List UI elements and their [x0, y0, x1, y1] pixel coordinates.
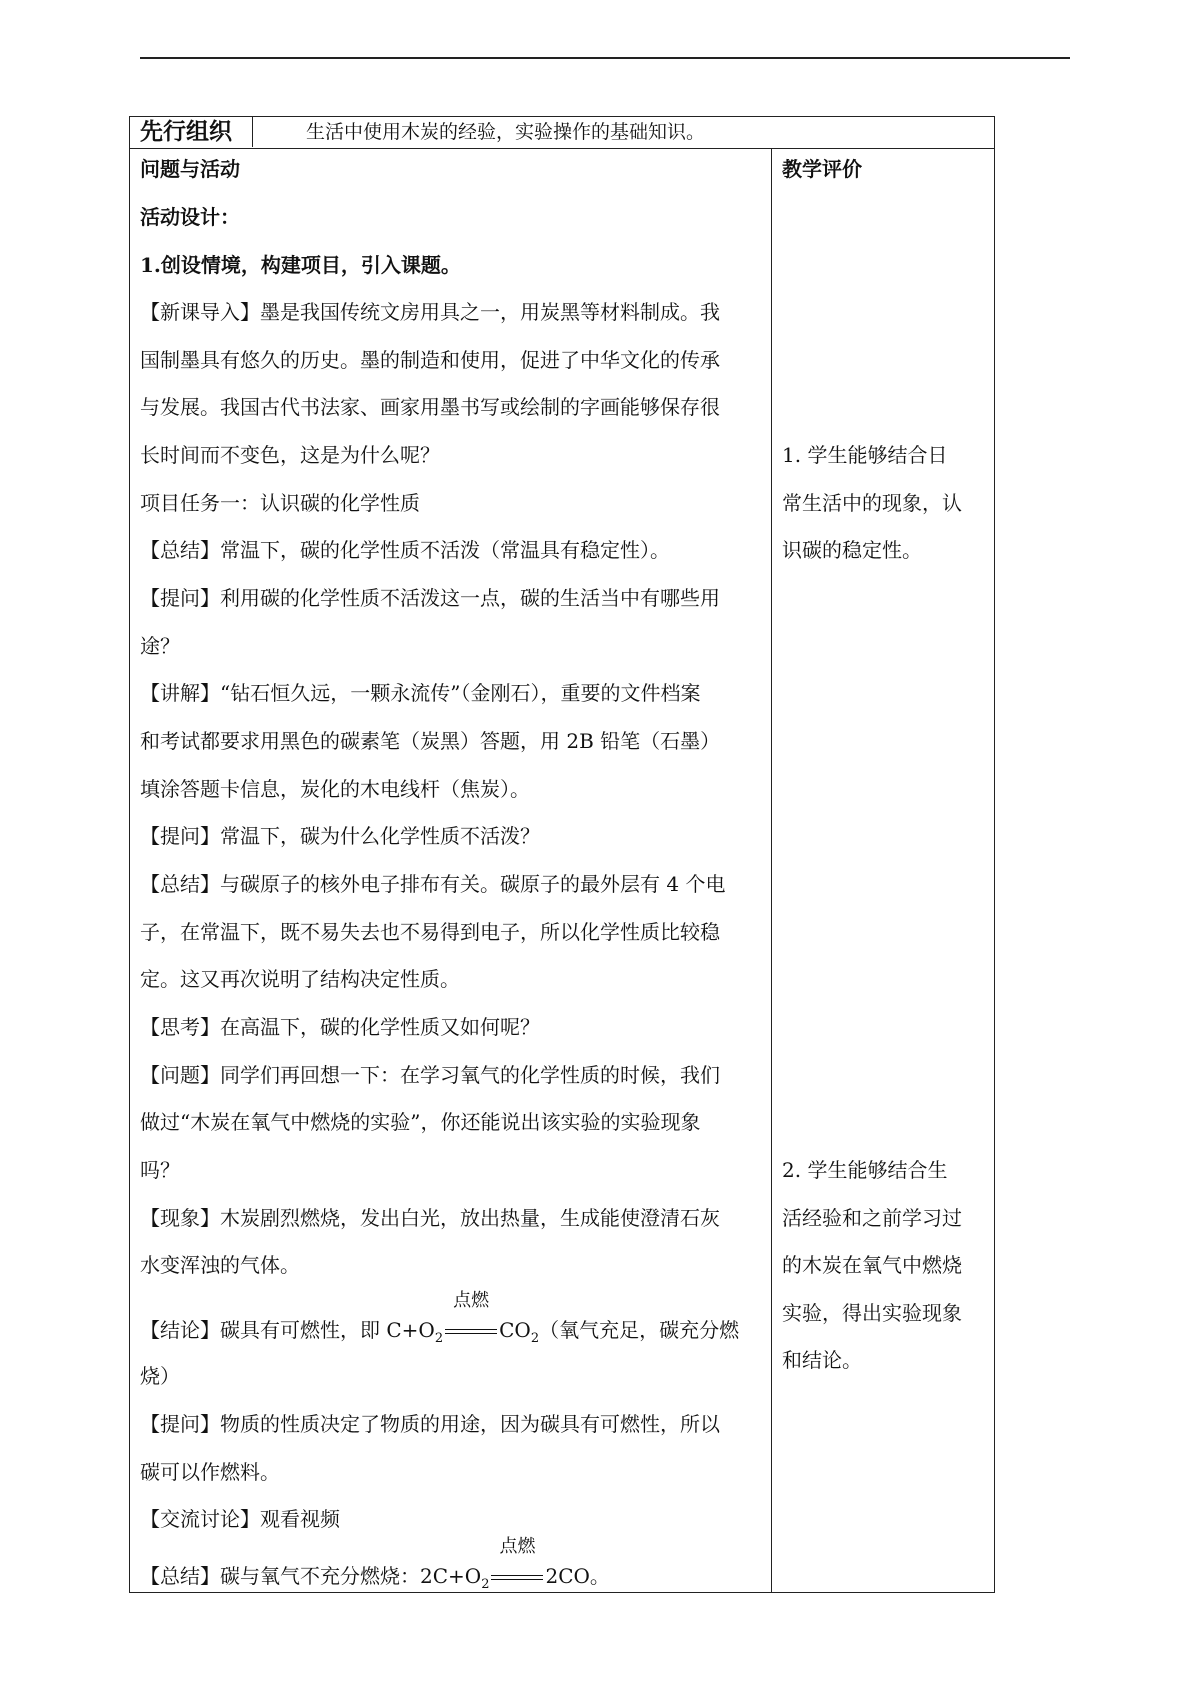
text-line: 烧）: [140, 1364, 180, 1388]
text-line: 水变浑浊的气体。: [140, 1253, 300, 1277]
advance-organizer-label: 先行组织: [130, 117, 253, 147]
reaction-condition: 点燃: [453, 1290, 490, 1311]
text-line: 【总结】与碳原子的核外电子排布有关。碳原子的最外层有 4 个电: [140, 872, 726, 896]
conclusion-suffix: （氧气充足，碳充分燃: [539, 1318, 740, 1342]
evaluation-line: 的木炭在氧气中燃烧: [782, 1253, 962, 1277]
text-line: 项目任务一：认识碳的化学性质: [140, 491, 420, 515]
text-line: 做过“木炭在氧气中燃烧的实验”，你还能说出该实验的实验现象: [140, 1110, 701, 1134]
evaluation-line: 识碳的稳定性。: [782, 538, 922, 562]
equals-sign: [445, 1329, 497, 1334]
advance-organizer-row: [130, 117, 994, 149]
equals-sign: [491, 1575, 543, 1580]
conclusion-product: CO: [499, 1318, 531, 1342]
evaluation-line: 活经验和之前学习过: [782, 1206, 962, 1230]
summary-equation-line: [140, 1536, 610, 1600]
reaction-arrow: [443, 1290, 499, 1345]
reaction-condition: 点燃: [499, 1536, 536, 1557]
o2-subscript: 2: [481, 1577, 490, 1592]
text-line: 【总结】常温下，碳的化学性质不活泼（常温具有稳定性）。: [140, 538, 670, 562]
text-line: 碳可以作燃料。: [140, 1460, 280, 1484]
evaluation-line: 和结论。: [782, 1348, 862, 1372]
text-line: 【讲解】“钻石恒久远，一颗永流传”（金刚石），重要的文件档案: [140, 681, 701, 705]
text-line: 【提问】物质的性质决定了物质的用途，因为碳具有可燃性，所以: [140, 1412, 720, 1436]
evaluation-line: 1. 学生能够结合日: [782, 443, 948, 467]
evaluation-line: 实验，得出实验现象: [782, 1301, 962, 1325]
evaluation-line: 2. 学生能够结合生: [782, 1158, 948, 1182]
conclusion-equation-line: [140, 1290, 740, 1354]
text-line: 国制墨具有悠久的历史。墨的制造和使用，促进了中华文化的传承: [140, 348, 720, 372]
co2-subscript: 2: [530, 1331, 540, 1346]
summary-product: 2CO。: [545, 1564, 610, 1588]
text-line: 与发展。我国古代书法家、画家用墨书写或绘制的字画能够保存很: [140, 395, 720, 419]
text-line: 途？: [140, 634, 180, 658]
text-line: 【交流讨论】观看视频: [140, 1507, 340, 1531]
page-header-rule: [140, 57, 1070, 59]
conclusion-prefix: 【结论】碳具有可燃性，即 C+O: [140, 1318, 435, 1342]
summary-prefix: 【总结】碳与氧气不充分燃烧：2C+O: [140, 1564, 482, 1588]
text-line: 【提问】常温下，碳为什么化学性质不活泼？: [140, 824, 540, 848]
evaluation-header: 教学评价: [782, 157, 862, 181]
evaluation-line: 常生活中的现象，认: [782, 491, 962, 515]
text-line: 吗？: [140, 1158, 180, 1182]
section1-title: 1.创设情境，构建项目，引入课题。: [140, 253, 461, 277]
text-line: 【问题】同学们再回想一下：在学习氧气的化学性质的时候，我们: [140, 1063, 720, 1087]
o2-subscript: 2: [434, 1331, 444, 1346]
text-line: 子，在常温下，既不易失去也不易得到电子，所以化学性质比较稳: [140, 920, 720, 944]
lesson-plan-table: [129, 116, 995, 1593]
text-line: 填涂答题卡信息，炭化的木电线杆（焦炭）。: [140, 777, 530, 801]
advance-organizer-value: 生活中使用木炭的经验，实验操作的基础知识。: [306, 121, 706, 143]
text-line: 长时间而不变色，这是为什么呢？: [140, 443, 440, 467]
text-line: 【新课导入】墨是我国传统文房用具之一，用炭黑等材料制成。我: [140, 300, 720, 324]
text-line: 【思考】在高温下，碳的化学性质又如何呢？: [140, 1015, 540, 1039]
activities-header: 问题与活动: [140, 157, 240, 181]
text-line: 定。这又再次说明了结构决定性质。: [140, 967, 460, 991]
text-line: 【提问】利用碳的化学性质不活泼这一点，碳的生活当中有哪些用: [140, 586, 720, 610]
text-line: 【现象】木炭剧烈燃烧，发出白光，放出热量，生成能使澄清石灰: [140, 1206, 720, 1230]
text-line: 和考试都要求用黑色的碳素笔（炭黑）答题，用 2B 铅笔（石墨）: [140, 729, 721, 753]
column-divider: [771, 149, 772, 1592]
activity-design-label: 活动设计：: [140, 205, 240, 229]
reaction-arrow: [489, 1536, 545, 1591]
